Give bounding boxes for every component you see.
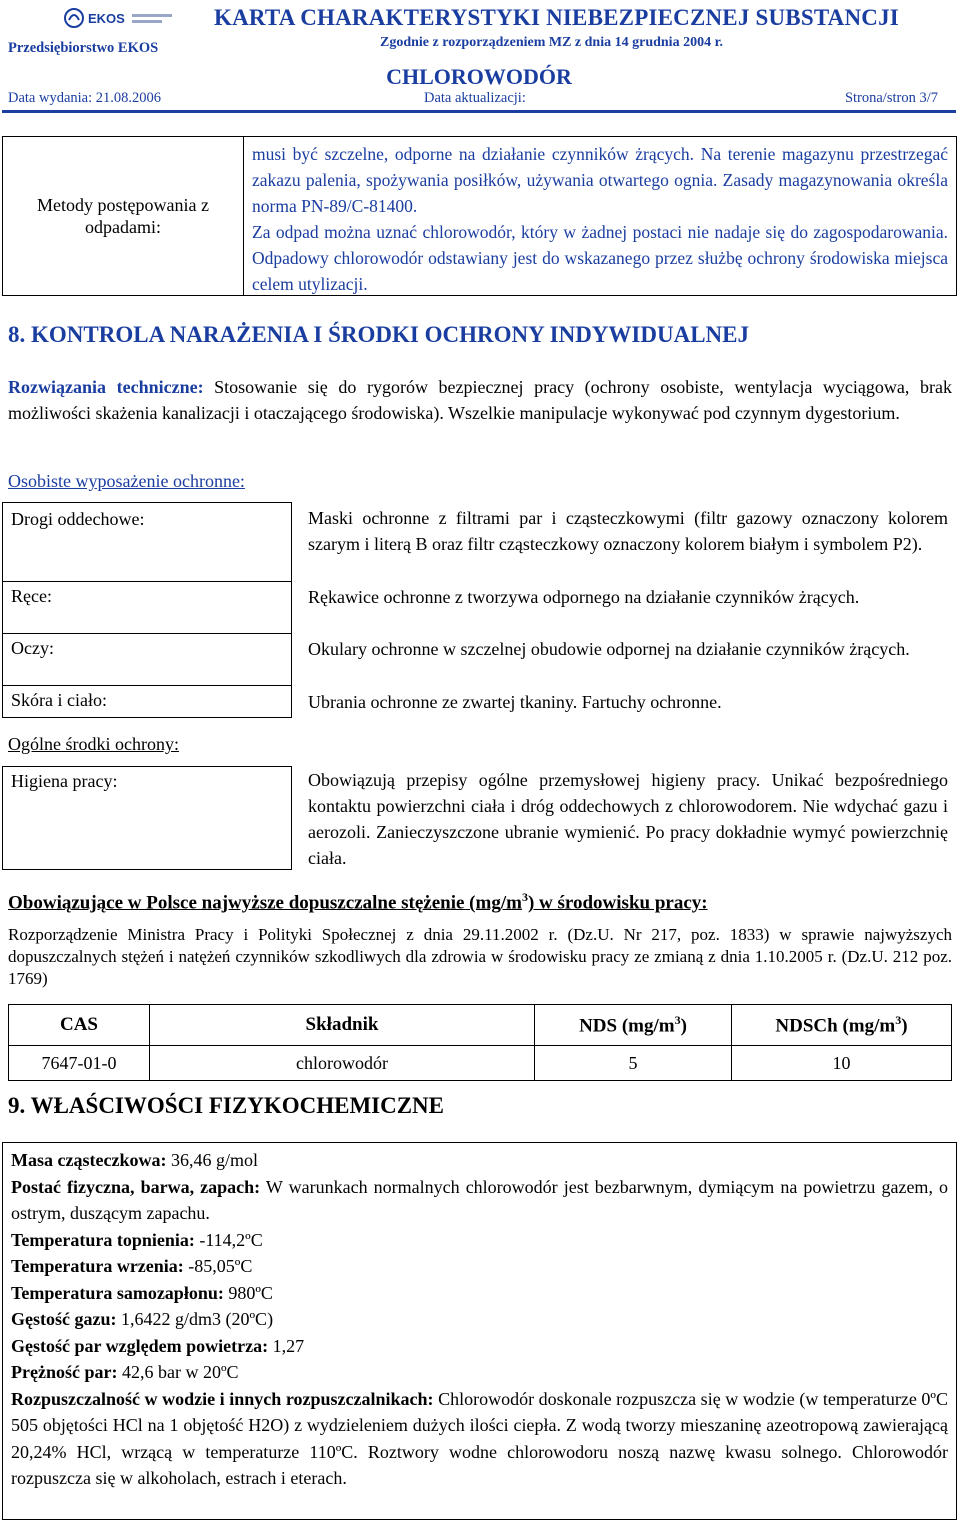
header-top — [2, 2, 956, 64]
document-header — [2, 2, 956, 110]
cell-ndsch: 10 — [732, 1046, 952, 1081]
col-cas: CAS — [9, 1005, 150, 1046]
technical-solutions — [8, 374, 952, 426]
col-ndsch-post: ) — [901, 1015, 908, 1037]
ekos-logo-icon — [62, 6, 182, 30]
ppe-hands-text: Rękawice ochronne z tworzywa odpornego na działanie czynników żrących. — [308, 587, 860, 607]
issue-date: Data wydania: 21.08.2006 — [8, 90, 162, 106]
prop-value: 42,6 bar w 20ºC — [117, 1362, 239, 1382]
ppe-label-hands: Ręce: — [3, 581, 291, 633]
prop-autoignition — [11, 1280, 948, 1307]
prop-value: W warunkach normalnych chlorowodór jest bezbarwnym, dymiącym na powietrzu gazem, o ostrym, duszącym zapachu. — [11, 1176, 949, 1223]
header-title-block — [200, 2, 956, 64]
page-number: Strona/stron 3/7 — [844, 90, 938, 106]
ppe-respiratory-text: Maski ochronne z filtrami par i cząsteczkowymi (filtr gazowy oznaczony kolorem szarym i literą B oraz filtr cząsteczkowy oznaczony kolorem białym i symbolem P2). — [308, 508, 948, 554]
col-nds — [535, 1005, 732, 1046]
prop-value: -114,2ºC — [194, 1229, 263, 1250]
col-ndsch-sup: 3 — [895, 1012, 902, 1027]
header-company-block — [2, 2, 200, 64]
header-meta-row — [2, 90, 956, 110]
prop-label: Temperatura samozapłonu: — [11, 1282, 224, 1303]
cell-component: chlorowodór — [150, 1046, 535, 1081]
ppe-heading: Osobiste wyposażenie ochronne: — [8, 471, 245, 491]
prop-solubility — [11, 1386, 948, 1492]
prop-label: Prężność par: — [11, 1362, 118, 1382]
nds-table-header — [9, 1005, 952, 1046]
col-nds-pre: NDS (mg/m — [579, 1015, 675, 1037]
storage-text: musi być szczelne, odporne na działanie czynników żrących. Na terenie magazynu przestrzegać zakazu palenia, spożywania posiłków, używania otwartego ognia. Zasady magazynowania określa norma PN-89/C-81400. — [252, 144, 948, 216]
prop-value: Chlorowodór doskonale rozpuszcza się w wodzie (w temperaturze 0ºC 505 objętości HCl na 1 objętość H2O) z wydzieleniem dużych ilości ciepła. Z wodą tworzy mieszaninę azeotropową zawierającą 20,24% HCl, wrzącą w temperaturze 110ºC. Roztwory wodne chlorowodoru noszą nazwę kwasu solnego. Chlorowodór rozpuszcza się w alkoholach, estrach i eterach. — [11, 1388, 948, 1488]
col-ndsch — [732, 1005, 952, 1046]
ppe-label-box — [2, 502, 292, 718]
prop-label: Masa cząsteczkowa: — [11, 1150, 167, 1170]
company-name: Przedsiębiorstwo EKOS — [8, 40, 159, 56]
ppe-label-skin: Skóra i ciało: — [3, 685, 291, 717]
nds-heading — [8, 884, 952, 916]
prop-vapor-density — [11, 1333, 948, 1360]
prop-value: 980ºC — [223, 1282, 273, 1303]
prop-physical-form — [11, 1174, 948, 1227]
nds-heading-post: ) w środowisku pracy: — [527, 892, 708, 914]
nds-heading-sup: 3 — [521, 890, 528, 904]
prop-label: Gęstość par względem powietrza: — [11, 1335, 269, 1356]
prop-label: Temperatura topnienia: — [11, 1229, 195, 1250]
waste-table — [2, 136, 957, 296]
substance-name: CHLOROWODÓR — [386, 64, 572, 89]
section-8-heading: 8. KONTROLA NARAŻENIA I ŚRODKI OCHRONY INDYWIDUALNEJ — [8, 322, 749, 347]
logo-text: EKOS — [88, 11, 125, 26]
header-divider — [2, 110, 956, 113]
prop-boiling-point — [11, 1253, 948, 1280]
prop-value: 1,27 — [268, 1335, 305, 1356]
cell-cas: 7647-01-0 — [9, 1046, 150, 1081]
prop-vapor-pressure — [11, 1359, 948, 1386]
prop-label: Gęstość gazu: — [11, 1309, 117, 1329]
prop-melting-point — [11, 1227, 948, 1254]
prop-label: Rozpuszczalność w wodzie i innych rozpuszczalnikach: — [11, 1388, 434, 1409]
col-ndsch-pre: NDSCh (mg/m — [775, 1015, 896, 1037]
hygiene-label: Higiena pracy: — [11, 771, 118, 791]
ppe-skin-text: Ubrania ochronne ze zwartej tkaniny. Fartuchy ochronne. — [308, 692, 722, 712]
document-title: KARTA CHARAKTERYSTYKI NIEBEZPIECZNEJ SUBSTANCJI — [214, 5, 899, 30]
col-nds-sup: 3 — [674, 1012, 681, 1027]
waste-text-cell — [244, 137, 956, 295]
prop-gas-density — [11, 1306, 948, 1333]
nds-table — [8, 1004, 952, 1081]
update-date: Data aktualizacji: — [424, 90, 526, 106]
section-9-heading: 9. WŁAŚCIWOŚCI FIZYKOCHEMICZNE — [8, 1093, 445, 1118]
hygiene-text: Obowiązują przepisy ogólne przemysłowej higieny pracy. Unikać bezpośredniego kontaktu powierzchni ciała i dróg oddechowych z chlorowodorem. Nie wdychać gazu i aerozoli. Zanieczyszczone ubranie wymienić. Po pracy dokładnie wymyć powierzchnię ciała. — [308, 770, 948, 868]
prop-molar-mass — [11, 1147, 948, 1174]
col-component: Składnik — [150, 1005, 535, 1046]
technical-solutions-text: Stosowanie się do rygorów bezpiecznej pracy (ochrony osobiste, wentylacja wyciągowa, brak możliwości skażenia kanalizacji i otaczającego środowiska). Wszelkie manipulacje wykonywać pod czynnym dygestorium. — [8, 377, 952, 423]
ppe-label-eyes: Oczy: — [3, 633, 291, 685]
table-row — [9, 1046, 952, 1081]
document-subtitle: Zgodnie z rozporządzeniem MZ z dnia 14 grudnia 2004 r. — [380, 35, 723, 50]
prop-value: 36,46 g/mol — [166, 1150, 258, 1170]
technical-solutions-label: Rozwiązania techniczne: — [8, 377, 204, 397]
waste-text: Za odpad można uznać chlorowodór, który w żadnej postaci nie nadaje się do zagospodarowania. Odpadowy chlorowodór odstawiany jest do wskazanego przez służbę ochrony środowiska miejsca celem utylizacji. — [252, 222, 948, 294]
prop-label: Postać fizyczna, barwa, zapach: — [11, 1176, 261, 1197]
general-measures-heading: Ogólne środki ochrony: — [8, 734, 179, 754]
prop-value: -85,05ºC — [183, 1256, 253, 1276]
ppe-eyes-text: Okulary ochronne w szczelnej obudowie odpornej na działanie czynników żrących. — [308, 639, 910, 659]
cell-nds: 5 — [535, 1046, 732, 1081]
prop-label: Temperatura wrzenia: — [11, 1256, 184, 1276]
ppe-label-respiratory: Drogi oddechowe: — [11, 509, 145, 529]
nds-heading-pre: Obowiązujące w Polsce najwyższe dopuszczalne stężenie (mg/m — [8, 892, 522, 914]
waste-label: Metody postępowania z odpadami: — [3, 137, 244, 295]
col-nds-post: ) — [680, 1015, 687, 1037]
prop-value: 1,6422 g/dm3 (20ºC) — [116, 1309, 274, 1329]
regulation-text: Rozporządzenie Ministra Pracy i Polityki Społecznej z dnia 29.11.2002 r. (Dz.U. Nr 217, poz. 1833) w sprawie najwyższych dopuszczalnych stężeń i natężeń czynników szkodliwych dla zdrowia w środowisku pracy ze zmianą z dnia 1.10.2005 r. (Dz.U. 212 poz. 1769) — [8, 925, 952, 988]
physical-properties-box — [2, 1142, 957, 1520]
hygiene-label-box — [2, 766, 292, 870]
